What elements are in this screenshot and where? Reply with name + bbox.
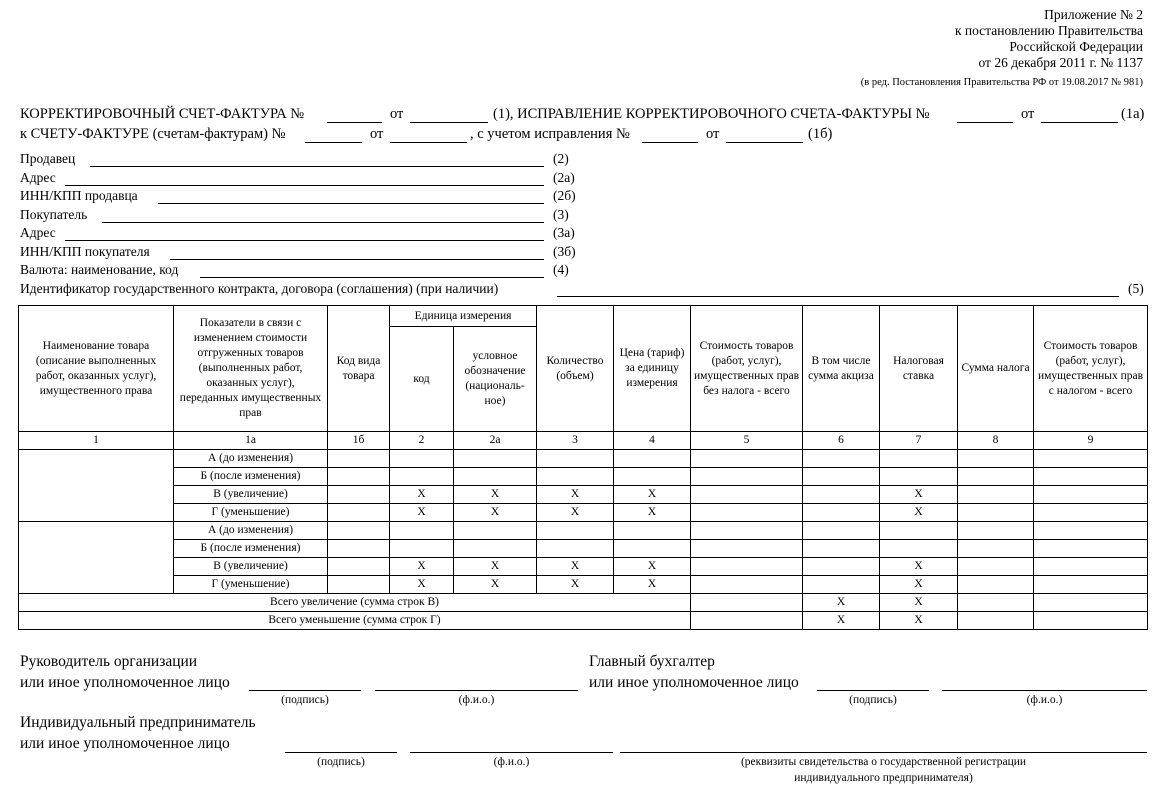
- base-invoice-date-line[interactable]: [390, 142, 467, 143]
- cell[interactable]: [1034, 504, 1148, 522]
- col-header-kind-code: Код вида товара: [328, 306, 390, 432]
- item-name-cell[interactable]: [19, 450, 174, 522]
- title-from-2: от: [1021, 106, 1035, 122]
- invoice-table: [18, 305, 1148, 630]
- col-num: 6: [803, 432, 880, 450]
- row-label-b: Б (после изменения): [174, 468, 328, 486]
- x-mark: X: [454, 486, 537, 504]
- base-correction-number-line[interactable]: [642, 142, 698, 143]
- field-seller-address-label: Адрес: [20, 170, 56, 185]
- accountant-fio-caption: (ф.и.о.): [1026, 694, 1063, 706]
- head-label-2: или иное уполномоченное лицо: [20, 674, 230, 691]
- row-label-g: Г (уменьшение): [174, 576, 328, 594]
- cell[interactable]: [328, 558, 390, 576]
- entrepreneur-fio-caption: (ф.и.о.): [493, 756, 530, 768]
- row-label-b: Б (после изменения): [174, 540, 328, 558]
- row-label-v: В (увеличение): [174, 486, 328, 504]
- cell[interactable]: [1034, 522, 1148, 540]
- col-num: 1б: [328, 432, 390, 450]
- entrepreneur-signature-line[interactable]: [285, 752, 397, 753]
- entrepreneur-signature-caption: (подпись): [317, 756, 365, 768]
- field-currency-label: Валюта: наименование, код: [20, 262, 179, 277]
- cell[interactable]: [958, 468, 1034, 486]
- x-mark: X: [537, 486, 614, 504]
- cell[interactable]: [880, 540, 958, 558]
- field-seller-address-line[interactable]: [65, 185, 544, 186]
- cell[interactable]: [537, 540, 614, 558]
- cell[interactable]: [1034, 468, 1148, 486]
- cell[interactable]: [537, 522, 614, 540]
- field-buyer-code: (3): [553, 207, 569, 222]
- cell[interactable]: [328, 540, 390, 558]
- code-1a: (1а): [1121, 106, 1145, 122]
- title-to-invoice: к СЧЕТУ-ФАКТУРЕ (счетам-фактурам) №: [20, 126, 286, 142]
- field-currency-code: (4): [553, 262, 569, 277]
- entrepreneur-registration-caption-1: (реквизиты свидетельства о государственной регистрации: [740, 756, 1027, 768]
- x-mark: X: [537, 504, 614, 522]
- code-1b: (1б): [808, 126, 833, 142]
- cell[interactable]: [328, 450, 390, 468]
- cell[interactable]: [691, 540, 803, 558]
- cell[interactable]: [390, 450, 454, 468]
- row-label-a: А (до изменения): [174, 450, 328, 468]
- col-header-unit-code: код: [390, 327, 454, 432]
- col-header-indicators: Показатели в связи с изменением стоимости отгруженных товаров (выполненных работ, оказанных услуг), переданных имущественных прав: [174, 306, 328, 432]
- cell[interactable]: [1034, 450, 1148, 468]
- cell[interactable]: [1034, 594, 1148, 612]
- field-buyer-address-code: (3а): [553, 225, 575, 240]
- x-mark: X: [803, 612, 880, 630]
- invoice-number-line[interactable]: [327, 122, 382, 123]
- cell[interactable]: [880, 450, 958, 468]
- head-fio-caption: (ф.и.о.): [458, 694, 495, 706]
- resolution-date: от 26 декабря 2011 г. № 1137: [978, 55, 1143, 70]
- cell[interactable]: [614, 450, 691, 468]
- cell[interactable]: [390, 540, 454, 558]
- invoice-date-line[interactable]: [410, 122, 488, 123]
- x-mark: X: [880, 594, 958, 612]
- field-contract-label: Идентификатор государственного контракта, договора (соглашения) (при наличии): [20, 281, 499, 296]
- total-decrease-label: Всего уменьшение (сумма строк Г): [19, 612, 691, 630]
- head-fio-line[interactable]: [375, 690, 578, 691]
- cell[interactable]: [958, 594, 1034, 612]
- x-mark: X: [880, 558, 958, 576]
- x-mark: X: [614, 558, 691, 576]
- field-buyer-inn-label: ИНН/КПП покупателя: [20, 244, 150, 259]
- table-row: [19, 486, 1148, 504]
- title-correction: (1), ИСПРАВЛЕНИЕ КОРРЕКТИРОВОЧНОГО СЧЕТА-ФАКТУРЫ №: [493, 106, 930, 122]
- cell[interactable]: [958, 558, 1034, 576]
- table-row: [19, 558, 1148, 576]
- cell[interactable]: [803, 486, 880, 504]
- cell[interactable]: [958, 522, 1034, 540]
- total-decrease-row: [19, 612, 1148, 630]
- cell[interactable]: [614, 540, 691, 558]
- cell[interactable]: [958, 612, 1034, 630]
- x-mark: X: [614, 486, 691, 504]
- table-row: [19, 504, 1148, 522]
- col-num: 3: [537, 432, 614, 450]
- entrepreneur-label-1: Индивидуальный предприниматель: [20, 714, 256, 731]
- base-correction-date-line[interactable]: [726, 142, 803, 143]
- federation-ref: Российской Федерации: [1009, 39, 1143, 54]
- col-num: 8: [958, 432, 1034, 450]
- field-buyer-address-label: Адрес: [20, 225, 56, 240]
- head-label-1: Руководитель организации: [20, 653, 198, 670]
- cell[interactable]: [691, 612, 803, 630]
- cell[interactable]: [1034, 558, 1148, 576]
- cell[interactable]: [803, 540, 880, 558]
- cell[interactable]: [691, 558, 803, 576]
- head-signature-caption: (подпись): [281, 694, 329, 706]
- cell[interactable]: [958, 486, 1034, 504]
- x-mark: X: [880, 612, 958, 630]
- cell[interactable]: [691, 594, 803, 612]
- total-increase-row: [19, 594, 1148, 612]
- field-contract-code: (5): [1128, 281, 1144, 296]
- cell[interactable]: [691, 468, 803, 486]
- col-header-cost-with-tax: Стоимость товаров (работ, услуг), имущественных прав с налогом - всего: [1034, 306, 1148, 432]
- entrepreneur-registration-caption-2: индивидуального предпринимателя): [794, 772, 973, 784]
- cell[interactable]: [454, 450, 537, 468]
- col-header-unit-name: условное обозначение (националь-ное): [454, 327, 537, 432]
- col-num: 4: [614, 432, 691, 450]
- field-seller-inn-line[interactable]: [158, 203, 544, 204]
- entrepreneur-fio-line[interactable]: [410, 752, 613, 753]
- cell[interactable]: [454, 522, 537, 540]
- x-mark: X: [537, 576, 614, 594]
- cell[interactable]: [803, 576, 880, 594]
- cell[interactable]: [328, 486, 390, 504]
- field-seller-code: (2): [553, 151, 569, 166]
- x-mark: X: [880, 504, 958, 522]
- field-seller-label: Продавец: [20, 151, 76, 166]
- col-num: 2а: [454, 432, 537, 450]
- col-header-tax-rate: Налоговая ставка: [880, 306, 958, 432]
- title-from-3: от: [370, 126, 384, 142]
- col-num: 9: [1034, 432, 1148, 450]
- cell[interactable]: [537, 450, 614, 468]
- x-mark: X: [537, 558, 614, 576]
- col-num: 5: [691, 432, 803, 450]
- x-mark: X: [390, 504, 454, 522]
- table-row: [19, 540, 1148, 558]
- cell[interactable]: [691, 522, 803, 540]
- col-num: 7: [880, 432, 958, 450]
- field-buyer-address-line[interactable]: [65, 240, 544, 241]
- title-with-correction: , с учетом исправления №: [470, 126, 630, 142]
- title-from-1: от: [390, 106, 404, 122]
- row-label-g: Г (уменьшение): [174, 504, 328, 522]
- table-row: [19, 468, 1148, 486]
- cell[interactable]: [1034, 486, 1148, 504]
- item-name-cell[interactable]: [19, 522, 174, 594]
- cell[interactable]: [614, 522, 691, 540]
- cell[interactable]: [803, 468, 880, 486]
- cell[interactable]: [1034, 612, 1148, 630]
- row-label-a: А (до изменения): [174, 522, 328, 540]
- accountant-label-2: или иное уполномоченное лицо: [589, 674, 799, 691]
- col-header-name: Наименование товара (описание выполненных работ, оказанных услуг), имущественного права: [19, 306, 174, 432]
- cell[interactable]: [537, 468, 614, 486]
- col-header-cost-no-tax: Стоимость товаров (работ, услуг), имущественных прав без налога - всего: [691, 306, 803, 432]
- field-buyer-label: Покупатель: [20, 207, 88, 222]
- resolution-ref: к постановлению Правительства: [954, 23, 1143, 38]
- correction-number-line[interactable]: [957, 122, 1013, 123]
- x-mark: X: [880, 576, 958, 594]
- cell[interactable]: [328, 504, 390, 522]
- cell[interactable]: [880, 522, 958, 540]
- col-num: 1: [19, 432, 174, 450]
- field-buyer-line[interactable]: [102, 222, 544, 223]
- cell[interactable]: [803, 450, 880, 468]
- cell[interactable]: [454, 540, 537, 558]
- cell[interactable]: [328, 576, 390, 594]
- field-buyer-inn-line[interactable]: [170, 259, 544, 260]
- field-seller-address-code: (2а): [553, 170, 575, 185]
- col-header-quantity: Количество (объем): [537, 306, 614, 432]
- x-mark: X: [390, 486, 454, 504]
- cell[interactable]: [1034, 540, 1148, 558]
- appendix-number: Приложение № 2: [1044, 7, 1143, 22]
- cell[interactable]: [958, 504, 1034, 522]
- cell[interactable]: [454, 468, 537, 486]
- col-num: 2: [390, 432, 454, 450]
- table-row: [19, 450, 1148, 468]
- field-seller-inn-code: (2б): [553, 188, 576, 203]
- cell[interactable]: [958, 450, 1034, 468]
- cell[interactable]: [614, 468, 691, 486]
- entrepreneur-label-2: или иное уполномоченное лицо: [20, 735, 230, 752]
- head-signature-line[interactable]: [249, 690, 361, 691]
- x-mark: X: [454, 576, 537, 594]
- field-buyer-inn-code: (3б): [553, 244, 576, 259]
- accountant-signature-line[interactable]: [817, 690, 929, 691]
- x-mark: X: [803, 594, 880, 612]
- column-numbers-row: [19, 432, 1148, 450]
- x-mark: X: [614, 576, 691, 594]
- x-mark: X: [390, 576, 454, 594]
- table-row: [19, 576, 1148, 594]
- cell[interactable]: [691, 450, 803, 468]
- field-seller-line[interactable]: [90, 166, 544, 167]
- cell[interactable]: [803, 558, 880, 576]
- field-contract-line[interactable]: [557, 296, 1119, 297]
- x-mark: X: [614, 504, 691, 522]
- cell[interactable]: [328, 522, 390, 540]
- col-num: 1а: [174, 432, 328, 450]
- col-header-unit: Единица измерения: [390, 306, 537, 327]
- field-seller-inn-label: ИНН/КПП продавца: [20, 188, 138, 203]
- cell[interactable]: [1034, 576, 1148, 594]
- x-mark: X: [454, 558, 537, 576]
- cell[interactable]: [328, 468, 390, 486]
- x-mark: X: [390, 558, 454, 576]
- cell[interactable]: [958, 576, 1034, 594]
- field-currency-line[interactable]: [200, 277, 544, 278]
- base-invoice-number-line[interactable]: [305, 142, 362, 143]
- cell[interactable]: [390, 468, 454, 486]
- cell[interactable]: [958, 540, 1034, 558]
- x-mark: X: [880, 486, 958, 504]
- accountant-label-1: Главный бухгалтер: [589, 653, 715, 670]
- total-increase-label: Всего увеличение (сумма строк В): [19, 594, 691, 612]
- cell[interactable]: [691, 576, 803, 594]
- title-invoice: КОРРЕКТИРОВОЧНЫЙ СЧЕТ-ФАКТУРА №: [20, 106, 305, 122]
- amendment-note: (в ред. Постановления Правительства РФ от 19.08.2017 № 981): [860, 77, 1143, 88]
- cell[interactable]: [803, 504, 880, 522]
- cell[interactable]: [691, 486, 803, 504]
- title-from-4: от: [706, 126, 720, 142]
- correction-date-line[interactable]: [1041, 122, 1118, 123]
- col-header-tax-amount: Сумма налога: [958, 306, 1034, 432]
- x-mark: X: [454, 504, 537, 522]
- cell[interactable]: [390, 522, 454, 540]
- col-header-price: Цена (тариф) за единицу измерения: [614, 306, 691, 432]
- cell[interactable]: [691, 504, 803, 522]
- row-label-v: В (увеличение): [174, 558, 328, 576]
- cell[interactable]: [880, 468, 958, 486]
- entrepreneur-registration-line[interactable]: [620, 752, 1147, 753]
- table-row: [19, 522, 1148, 540]
- col-header-excise: В том числе сумма акциза: [803, 306, 880, 432]
- accountant-fio-line[interactable]: [942, 690, 1147, 691]
- accountant-signature-caption: (подпись): [849, 694, 897, 706]
- cell[interactable]: [803, 522, 880, 540]
